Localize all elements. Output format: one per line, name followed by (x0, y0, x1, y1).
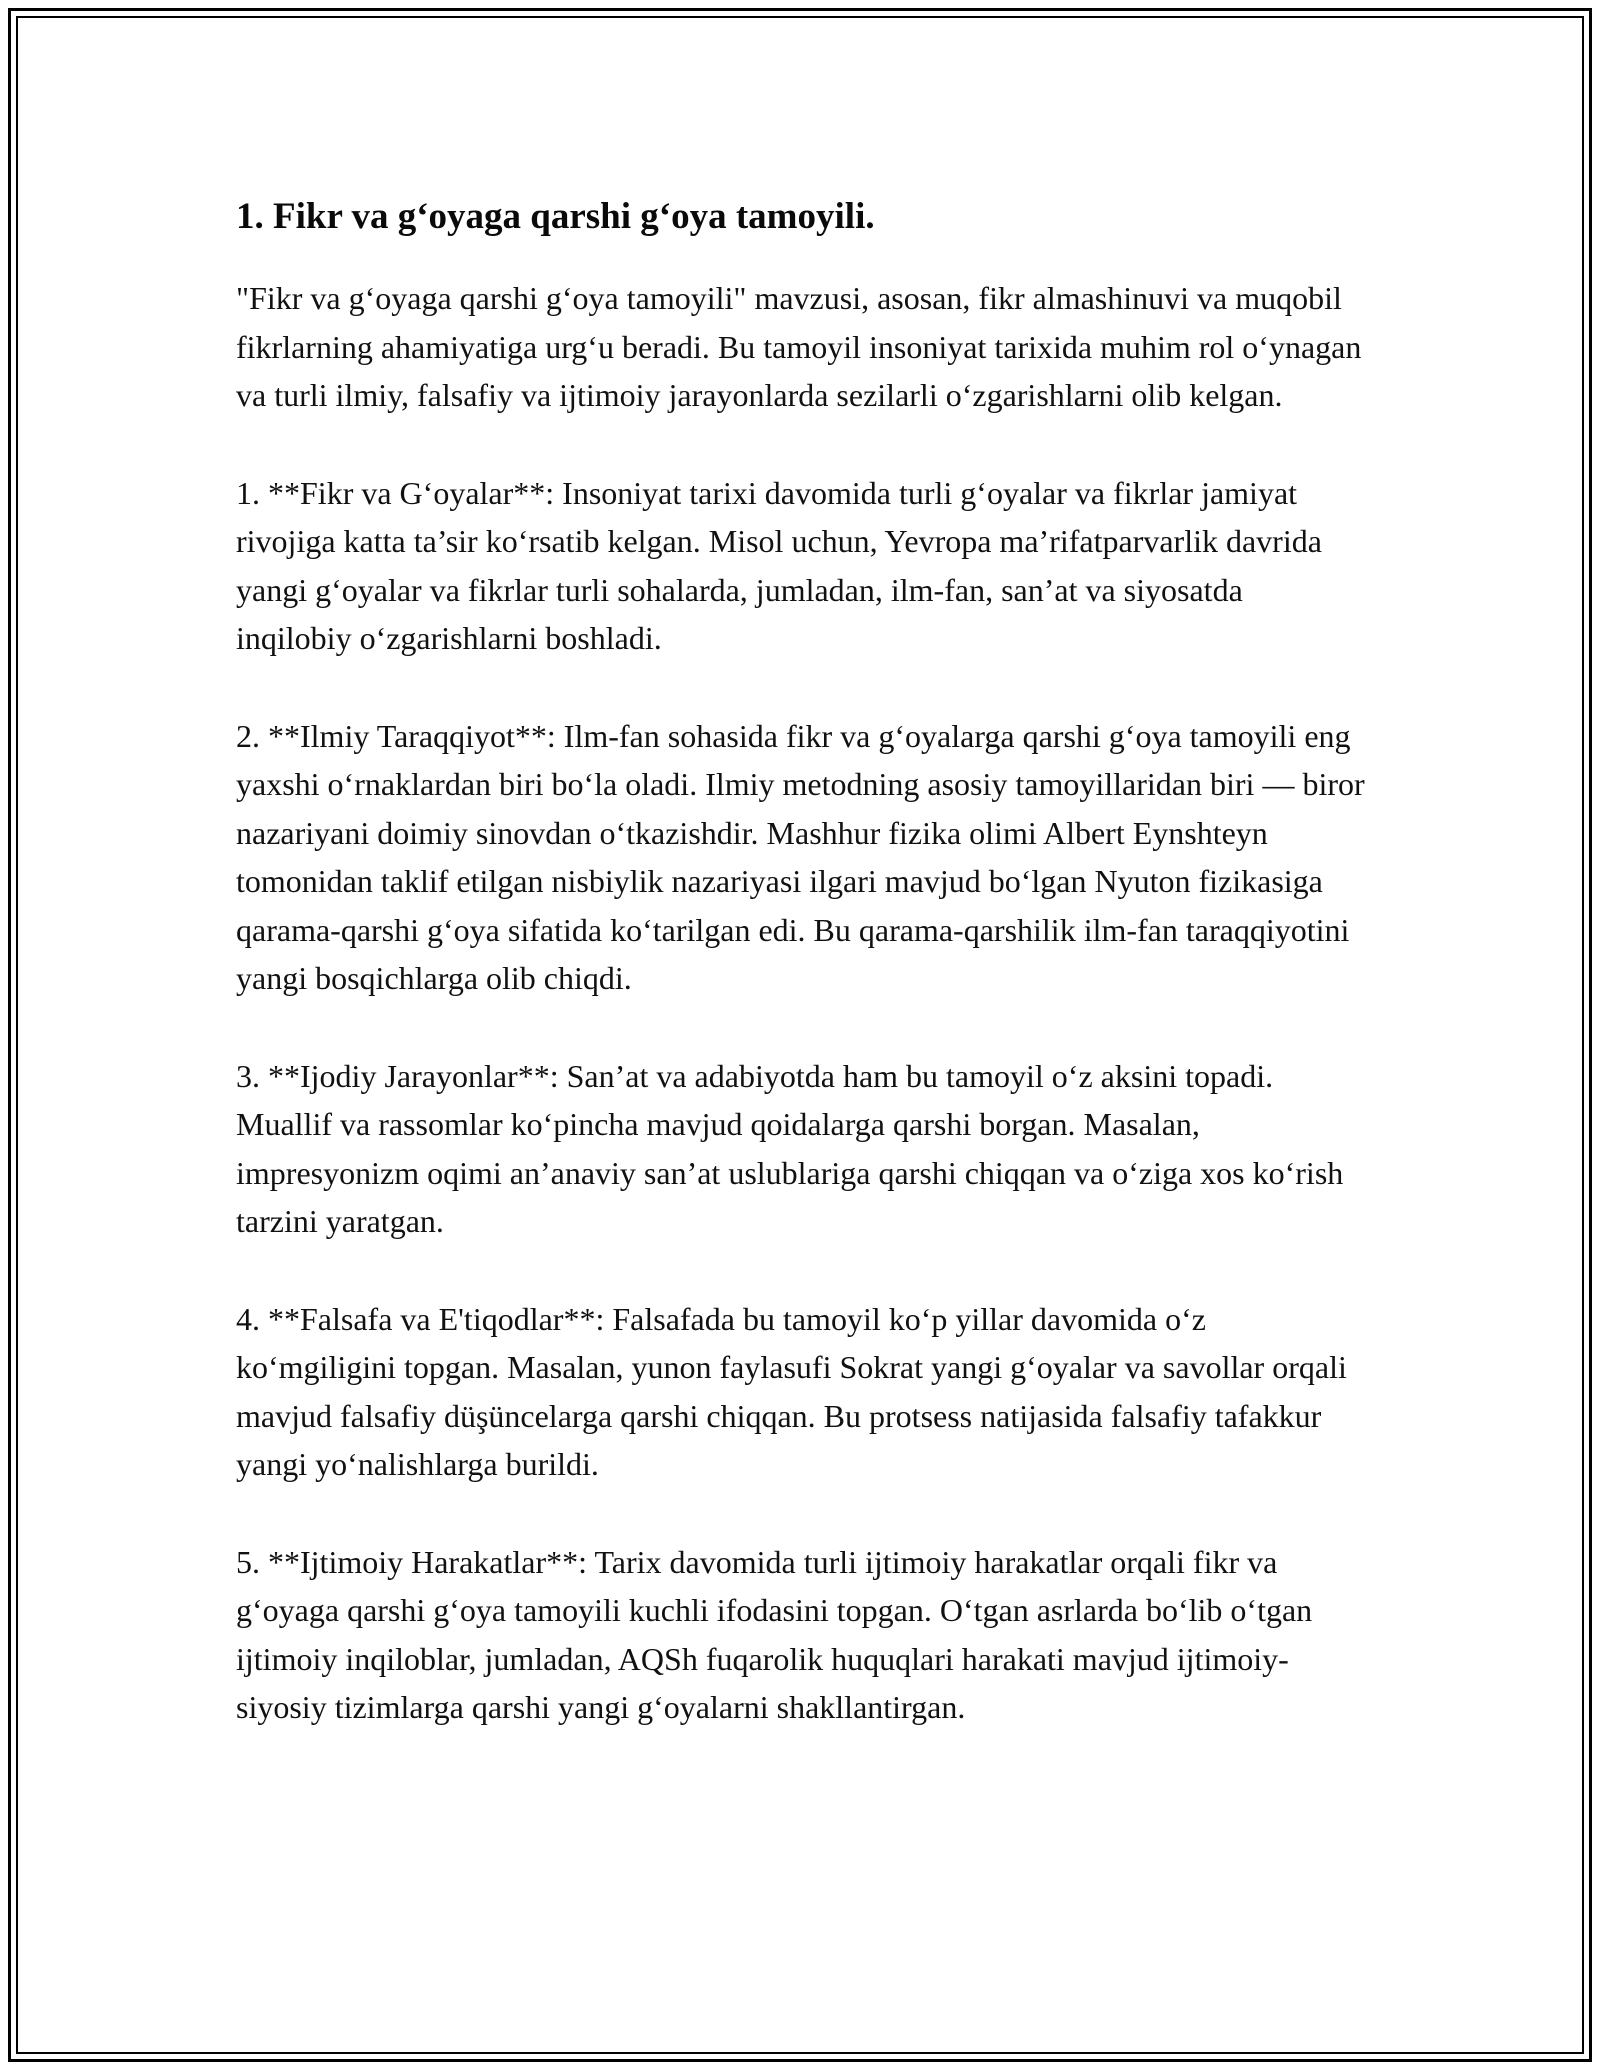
document-title: 1. Fikr va g‘oyaga qarshi g‘oya tamoyili. (236, 196, 875, 237)
paragraph-falsafa-va-etiqodlar: 4. **Falsafa va E'tiqodlar**: Falsafada bu tamoyil ko‘p yillar davomida o‘z ko‘mgiligini topgan. Masalan, yunon faylasufi Sokrat yangi g‘oyalar va savollar orqali mavjud falsafiy düşüncelarga qarshi chiqqan. Bu protsess natijasida falsafiy tafakkur yangi yo‘nalishlarga burildi. (236, 1300, 1347, 1482)
document-body (236, 188, 1366, 1781)
paragraph-ijodiy-jarayonlar: 3. **Ijodiy Jarayonlar**: San’at va adabiyotda ham bu tamoyil o‘z aksini topadi. Muallif va rassomlar ko‘pincha mavjud qoidalarga qarshi borgan. Masalan, impresyonizm oqimi an’anaviy san’at uslublariga qarshi chiqqan va o‘ziga xos ko‘rish tarzini yaratgan. (236, 1057, 1344, 1239)
paragraph-ilmiy-taraqqiyot: 2. **Ilmiy Taraqqiyot**: Ilm-fan sohasida fikr va g‘oyalarga qarshi g‘oya tamoyili eng yaxshi o‘rnaklardan biri bo‘la oladi. Ilmiy metodning asosiy tamoyillaridan biri — biror nazariyani doimiy sinovdan o‘tkazishdir. Mashhur fizika olimi Albert Eynshteyn tomonidan taklif etilgan nisbiylik nazariyasi ilgari mavjud bo‘lgan Nyuton fizikasiga qarama-qarshi g‘oya sifatida ko‘tarilgan edi. Bu qarama-qarshilik ilm-fan taraqqiyotini yangi bosqichlarga olib chiqdi. (236, 717, 1365, 996)
paragraph-fikr-va-goyalar: 1. **Fikr va G‘oyalar**: Insoniyat tarixi davomida turli g‘oyalar va fikrlar jamiyat rivojiga katta ta’sir ko‘rsatib kelgan. Misol uchun, Yevropa ma’rifatparvarlik davrida yangi g‘oyalar va fikrlar turli sohalarda, jumladan, ilm-fan, san’at va siyosatda inqilobiy o‘zgarishlarni boshladi. (236, 474, 1322, 656)
paragraph-ijtimoiy-harakatlar: 5. **Ijtimoiy Harakatlar**: Tarix davomida turli ijtimoiy harakatlar orqali fikr va g‘oyaga qarshi g‘oya tamoyili kuchli ifodasini topgan. O‘tgan asrlarda bo‘lib o‘tgan ijtimoiy inqiloblar, jumladan, AQSh fuqarolik huquqlari harakati mavjud ijtimoiy-siyosiy tizimlarga qarshi yangi g‘oyalarni shakllantirgan. (236, 1543, 1313, 1725)
intro-paragraph: "Fikr va g‘oyaga qarshi g‘oya tamoyili" mavzusi, asosan, fikr almashinuvi va muqobil fikrlarning ahamiyatiga urg‘u beradi. Bu tamoyil insoniyat tarixida muhim rol o‘ynagan va turli ilmiy, falsafiy va ijtimoiy jarayonlarda sezilarli o‘zgarishlarni olib kelgan. (236, 280, 1362, 413)
